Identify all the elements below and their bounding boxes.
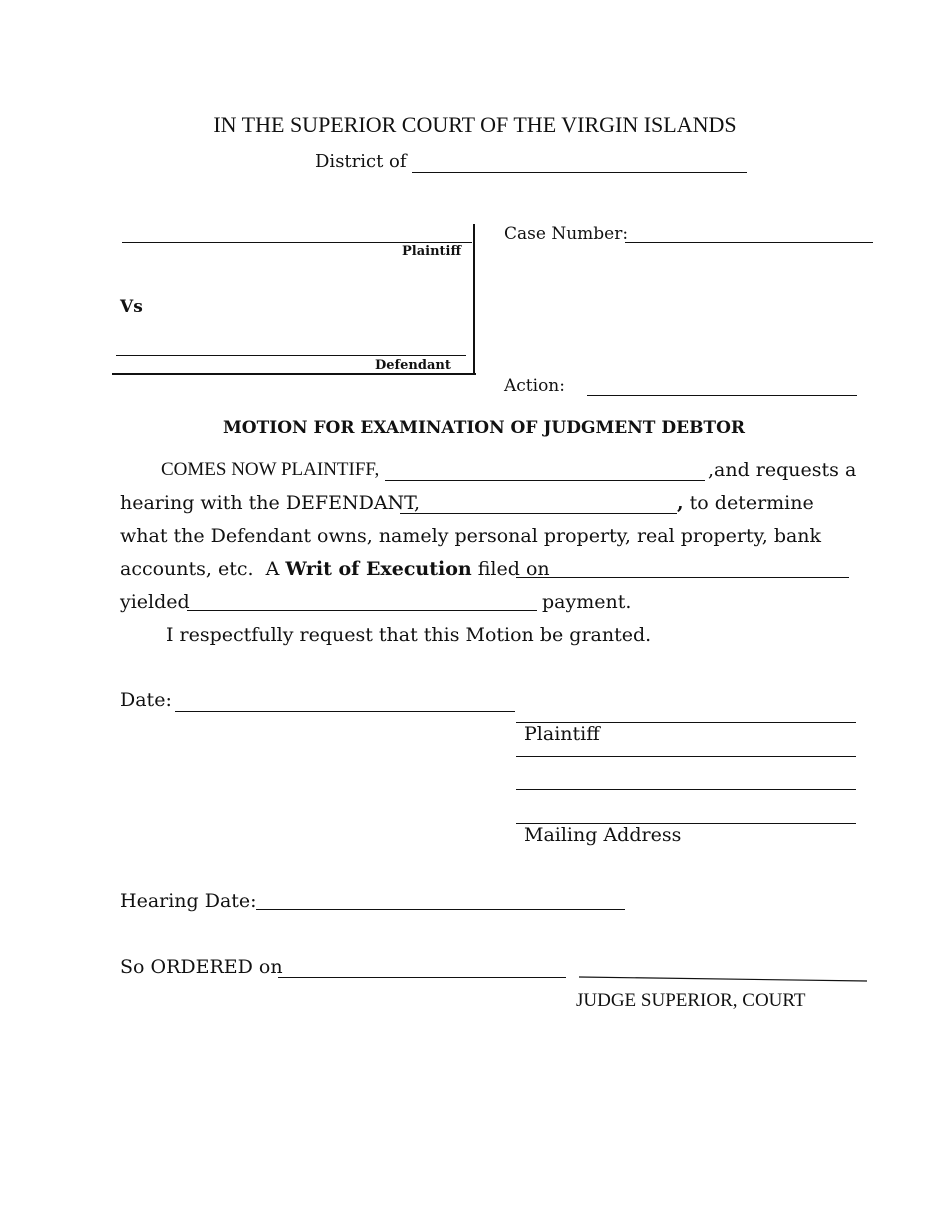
comma-text: , (677, 492, 684, 514)
yielded-text: yielded (120, 591, 190, 613)
comes-now-text: COMES NOW PLAINTIFF, (161, 459, 380, 480)
address-line-1-field[interactable] (516, 756, 856, 757)
to-determine-text: to determine (683, 492, 814, 514)
writ-filed-date-field[interactable] (516, 577, 849, 578)
court-title: IN THE SUPERIOR COURT OF THE VIRGIN ISLANDS (213, 112, 737, 137)
case-number-field[interactable] (625, 242, 873, 243)
mailing-address-label: Mailing Address (524, 824, 682, 846)
motion-title: MOTION FOR EXAMINATION OF JUDGMENT DEBTOR (222, 418, 746, 438)
plaintiff-name-field[interactable] (122, 242, 472, 243)
action-label: Action: (504, 376, 565, 396)
and-requests-text: ,and requests a (708, 459, 857, 481)
plaintiff-field[interactable] (385, 480, 705, 481)
case-number-label: Case Number: (504, 224, 629, 244)
hearing-date-field[interactable] (256, 909, 625, 910)
ordered-date-field[interactable] (278, 977, 566, 978)
filed-on-text: filed on (471, 558, 550, 580)
writ-of-execution-text: Writ of Execution (285, 558, 472, 580)
caption-defendant-label: Defendant (375, 358, 451, 373)
district-label: District of (315, 151, 407, 172)
district-field[interactable] (412, 172, 747, 173)
action-field[interactable] (587, 395, 857, 396)
accounts-text: accounts, etc. A (120, 558, 286, 580)
judge-label: JUDGE SUPERIOR, COURT (576, 990, 806, 1011)
defendant-name-field[interactable] (116, 355, 466, 356)
vs-label: Vs (120, 297, 143, 317)
caption-box-bottom-border (112, 373, 476, 375)
owns-line-text: what the Defendant owns, namely personal property, real property, bank (120, 525, 822, 547)
date-field[interactable] (175, 711, 515, 712)
respectfully-text: I respectfully request that this Motion be granted. (166, 624, 652, 646)
caption-box-right-border (473, 224, 475, 375)
yielded-amount-field[interactable] (187, 610, 537, 611)
defendant-field[interactable] (400, 513, 677, 514)
address-line-2-field[interactable] (516, 789, 856, 790)
judge-signature-line[interactable] (578, 974, 870, 984)
signature-plaintiff-label: Plaintiff (524, 723, 600, 745)
payment-text: payment. (542, 591, 632, 613)
hearing-with-text: hearing with the DEFENDANT, (120, 492, 421, 514)
date-label: Date: (120, 689, 172, 711)
caption-plaintiff-label: Plaintiff (402, 244, 462, 259)
so-ordered-label: So ORDERED on (120, 956, 283, 978)
hearing-date-label: Hearing Date: (120, 890, 257, 912)
